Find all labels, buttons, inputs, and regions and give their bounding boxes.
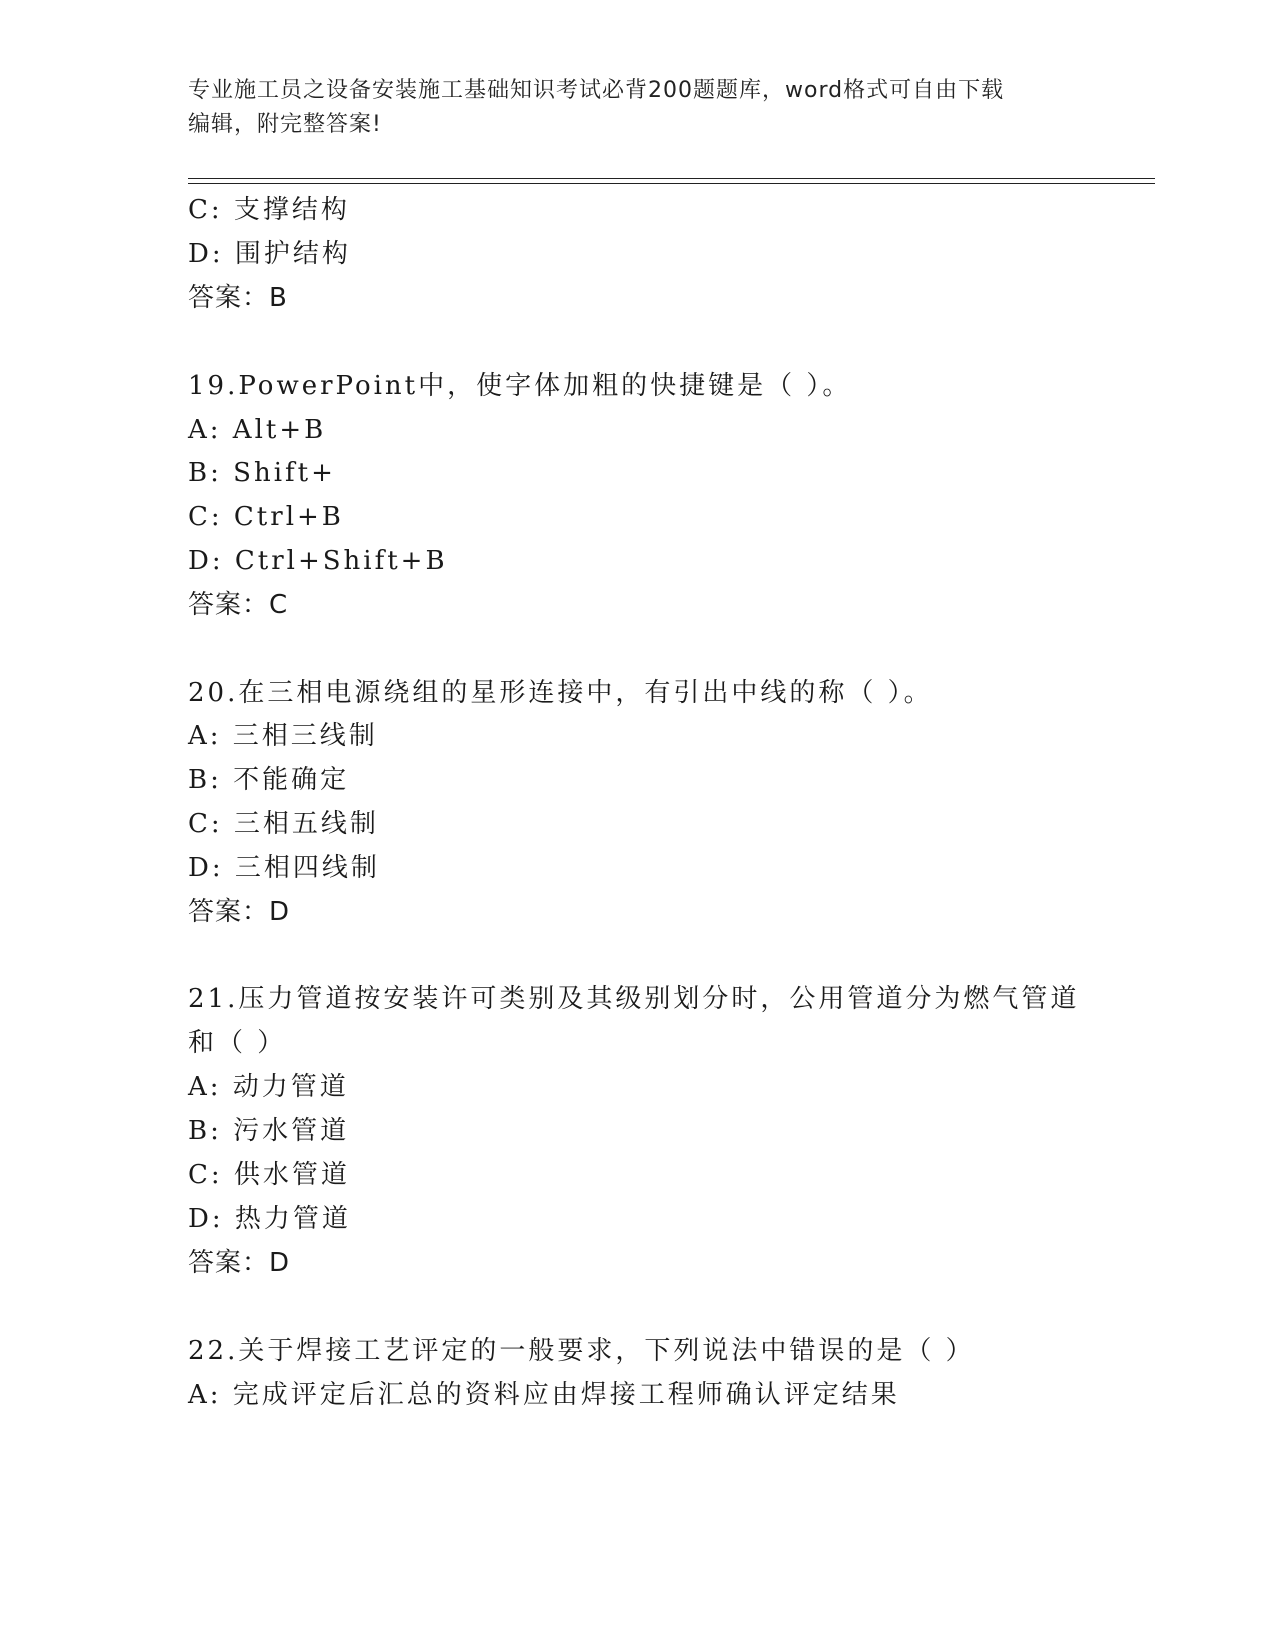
q18-answer: 答案：B xyxy=(188,283,288,313)
q19-option-d: D: Ctrl+Shift+B xyxy=(188,546,448,576)
q20-answer: 答案：D xyxy=(188,897,291,927)
q21-question-line2: 和（ ） xyxy=(188,1028,287,1058)
q20-option-b: B: 不能确定 xyxy=(188,765,350,795)
q20-option-a: A: 三相三线制 xyxy=(188,721,378,751)
header-divider-bottom xyxy=(188,183,1155,184)
q18-option-c: C: 支撑结构 xyxy=(188,195,350,225)
q18-option-d: D: 围护结构 xyxy=(188,239,351,269)
header-divider-top xyxy=(188,178,1155,179)
q19-option-c: C: Ctrl+B xyxy=(188,502,344,532)
q19-option-b: B: Shift+ xyxy=(188,458,336,488)
q19-option-a: A: Alt+B xyxy=(188,415,327,445)
header-title-line2: 编辑，附完整答案! xyxy=(188,112,382,137)
q22-option-a: A: 完成评定后汇总的资料应由焊接工程师确认评定结果 xyxy=(188,1380,900,1410)
q21-option-b: B: 污水管道 xyxy=(188,1116,350,1146)
q22-question: 22.关于焊接工艺评定的一般要求，下列说法中错误的是（ ） xyxy=(188,1336,975,1366)
q21-option-a: A: 动力管道 xyxy=(188,1072,349,1102)
q20-option-d: D: 三相四线制 xyxy=(188,853,380,883)
q19-answer: 答案：C xyxy=(188,590,289,620)
q19-question: 19.PowerPoint中，使字体加粗的快捷键是（ ）。 xyxy=(188,371,852,401)
header-title-line1: 专业施工员之设备安装施工基础知识考试必背200题题库，word格式可自由下载 xyxy=(188,78,1005,103)
q21-option-d: D: 热力管道 xyxy=(188,1204,351,1234)
q21-option-c: C: 供水管道 xyxy=(188,1160,350,1190)
q21-question-line1: 21.压力管道按安装许可类别及其级别划分时，公用管道分为燃气管道 xyxy=(188,984,1080,1014)
q20-option-c: C: 三相五线制 xyxy=(188,809,379,839)
q20-question: 20.在三相电源绕组的星形连接中，有引出中线的称（ ）。 xyxy=(188,678,933,708)
q21-answer: 答案：D xyxy=(188,1248,291,1278)
document-header xyxy=(188,74,1068,142)
